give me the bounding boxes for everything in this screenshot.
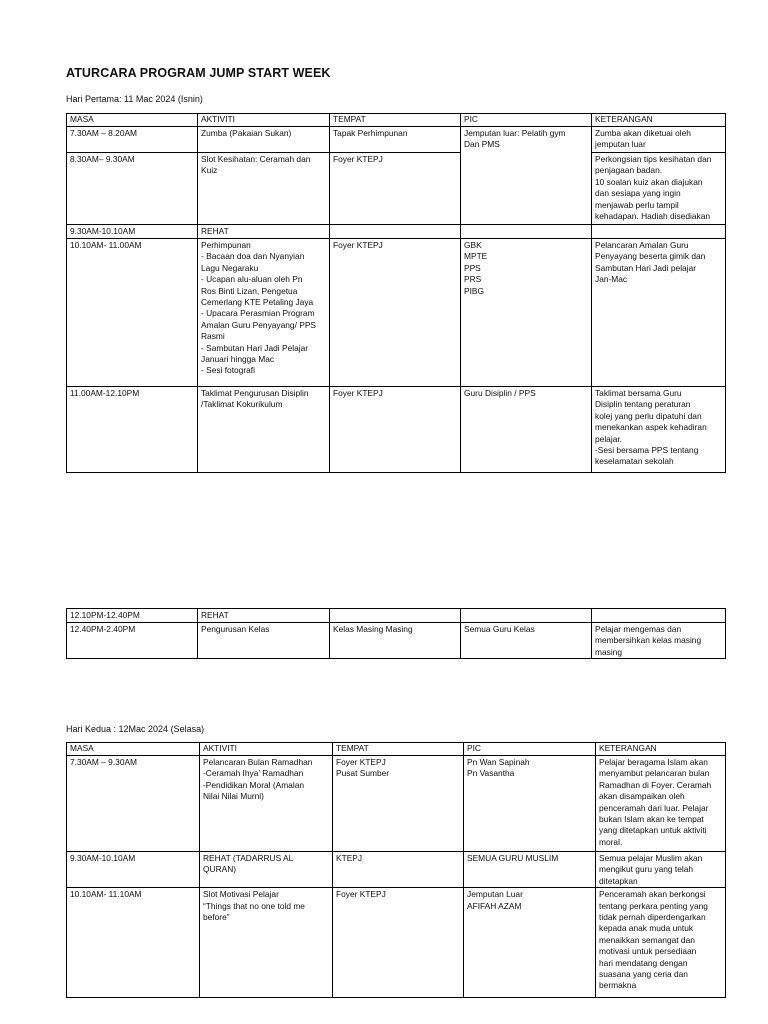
document-title: ATURCARA PROGRAM JUMP START WEEK [66,66,331,80]
day2-label: Hari Kedua : 12Mac 2024 (Selasa) [66,724,205,734]
header-pic: PIC [461,114,592,127]
cell-aktiviti: Pelancaran Bulan Ramadhan -Ceramah Ihya’ Ramadhan -Pendidikan Moral (Amalan Nilai Nilai Murni) [200,756,333,852]
cell-masa: 11.00AM-12.10PM [67,387,198,473]
cell-aktiviti: Pengurusan Kelas [198,623,330,659]
cell-tempat: Foyer KTEPJ [333,888,464,998]
cell-keterangan: Pelajar mengemas dan membersihkan kelas masing masing [592,623,726,659]
cell-keterangan: Perkongsian tips kesihatan dan penjagaan badan. 10 soalan kuiz akan diajukan dan sesiapa yang ingin menjawab perlu tampil kehadapan. Hadiah disediakan [592,153,726,225]
cell-aktiviti: REHAT [198,225,330,239]
table-row [67,623,726,659]
table-header-row [67,743,726,756]
cell-tempat [330,225,461,239]
cell-keterangan [592,609,726,623]
header-pic: PIC [464,743,596,756]
table-row [67,609,726,623]
day2-schedule-table [66,742,726,998]
cell-keterangan: Penceramah akan berkongsi tentang perkara penting yang tidak pernah diperdengarkan kepada anak muda untuk menaikkan semangat dan motivasi untuk persediaan hari mendatang dengan suasana yang ceria dan bermakna [596,888,726,998]
cell-pic [461,225,592,239]
header-keterangan: KETERANGAN [596,743,726,756]
cell-tempat: Foyer KTEPJ Pusat Sumber [333,756,464,852]
cell-masa: 7.30AM – 8.20AM [67,127,198,153]
cell-aktiviti: Zumba (Pakaian Sukan) [198,127,330,153]
header-tempat: TEMPAT [333,743,464,756]
cell-keterangan: Pelancaran Amalan Guru Penyayang beserta gimik dan Sambutan Hari Jadi pelajar Jan-Mac [592,239,726,387]
header-tempat: TEMPAT [330,114,461,127]
cell-masa: 7.30AM – 9.30AM [67,756,200,852]
cell-pic: Semua Guru Kelas [461,623,592,659]
table-row [67,225,726,239]
day1-schedule-table [66,113,726,473]
cell-tempat: Tapak Perhimpunan [330,127,461,153]
cell-pic: Jemputan luar: Pelatih gym Dan PMS [461,127,592,225]
cell-keterangan: Taklimat bersama Guru Disiplin tentang peraturan kolej yang perlu dipatuhi dan menekankan aspek kehadiran pelajar. -Sesi bersama PPS tentang keselamatan sekolah [592,387,726,473]
cell-aktiviti: Taklimat Pengurusan Disiplin /Taklimat Kokurikulum [198,387,330,473]
cell-aktiviti: REHAT (TADARRUS AL QURAN) [200,852,333,888]
cell-tempat: Foyer KTEPJ [330,153,461,225]
header-aktiviti: AKTIVITI [200,743,333,756]
day1-label: Hari Pertama: 11 Mac 2024 (Isnin) [66,94,203,104]
cell-tempat: Foyer KTEPJ [330,239,461,387]
cell-masa: 9.30AM-10.10AM [67,225,198,239]
cell-pic: Guru Disiplin / PPS [461,387,592,473]
cell-aktiviti: Perhimpunan - Bacaan doa dan Nyanyian Lagu Negaraku - Ucapan alu-aluan oleh Pn Ros Binti Lizan, Pengetua Cemerlang KTE Petaling Jaya - Upacara Perasmian Program Amalan Guru Penyayang/ PPS Rasmi - Sambutan Hari Jadi Pelajar Januari hingga Mac - Sesi fotografi [198,239,330,387]
cell-aktiviti: Slot Motivasi Pelajar “Things that no one told me before” [200,888,333,998]
table-row [67,387,726,473]
table-row [67,153,726,225]
table-row [67,852,726,888]
header-masa: MASA [67,743,200,756]
table-header-row [67,114,726,127]
cell-keterangan: Semua pelajar Muslim akan mengikut guru yang telah ditetapkan [596,852,726,888]
cell-masa: 12.10PM-12.40PM [67,609,198,623]
cell-masa: 9.30AM-10.10AM [67,852,200,888]
table-row [67,756,726,852]
day1-schedule-table-continued [66,608,726,659]
cell-aktiviti: REHAT [198,609,330,623]
cell-aktiviti: Slot Kesihatan: Ceramah dan Kuiz [198,153,330,225]
cell-pic: SEMUA GURU MUSLIM [464,852,596,888]
cell-masa: 8.30AM– 9.30AM [67,153,198,225]
table-row [67,888,726,998]
cell-keterangan: Pelajar beragama Islam akan menyambut pelancaran bulan Ramadhan di Foyer. Ceramah akan disampaikan oleh penceramah dari luar. Pelajar bukan Islam akan ke tempat yang ditetapkan untuk aktiviti moral. [596,756,726,852]
cell-masa: 12.40PM-2.40PM [67,623,198,659]
header-masa: MASA [67,114,198,127]
header-keterangan: KETERANGAN [592,114,726,127]
table-row [67,239,726,387]
cell-tempat: Kelas Masing Masing [330,623,461,659]
table-row [67,127,726,153]
cell-masa: 10.10AM- 11.10AM [67,888,200,998]
cell-pic: Pn Wan Sapinah Pn Vasantha [464,756,596,852]
cell-pic: GBK MPTE PPS PRS PIBG [461,239,592,387]
cell-pic: Jemputan Luar AFIFAH AZAM [464,888,596,998]
cell-tempat: Foyer KTEPJ [330,387,461,473]
cell-tempat [330,609,461,623]
header-aktiviti: AKTIVITI [198,114,330,127]
cell-masa: 10.10AM- 11.00AM [67,239,198,387]
cell-keterangan [592,225,726,239]
cell-keterangan: Zumba akan diketuai oleh jemputan luar [592,127,726,153]
cell-tempat: KTEPJ [333,852,464,888]
cell-pic [461,609,592,623]
